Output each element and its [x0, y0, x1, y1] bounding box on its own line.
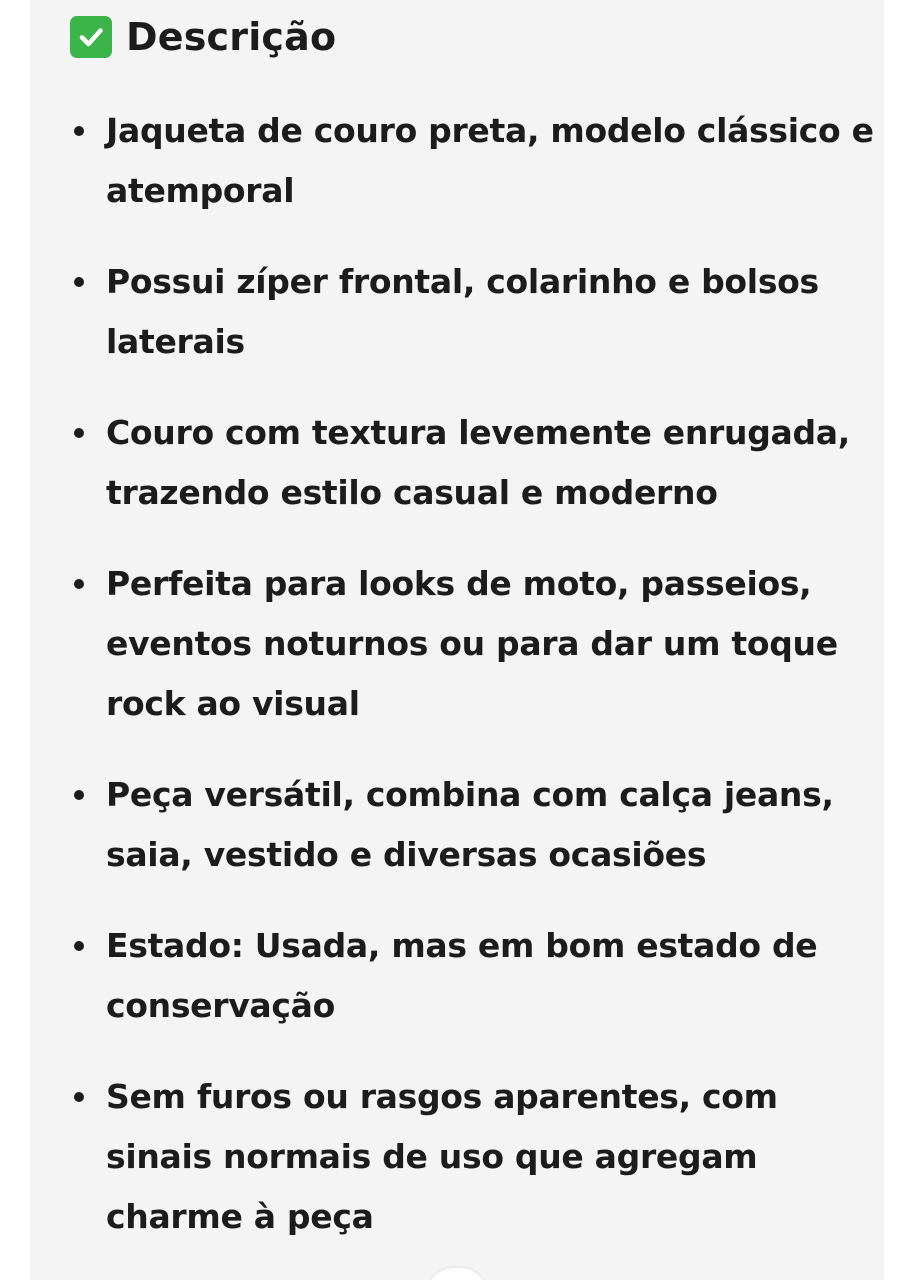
list-item: [68, 403, 888, 523]
list-item: [68, 765, 888, 885]
right-edge: [884, 0, 914, 1280]
list-item-text: Sem furos ou rasgos aparentes, com sinais normais de uso que agregam charme à peça: [106, 1077, 778, 1236]
list-item-text: Perfeita para looks de moto, passeios, eventos noturnos ou para dar um toque rock ao visual: [106, 564, 838, 723]
bullet-icon: [74, 428, 84, 438]
left-edge: [0, 0, 30, 1280]
description-panel: [30, 0, 884, 1280]
bullet-icon: [74, 579, 84, 589]
bullet-icon: [74, 790, 84, 800]
check-mark-button-icon: [70, 16, 112, 58]
list-item: [68, 916, 888, 1036]
bullet-icon: [74, 277, 84, 287]
list-item-text: Jaqueta de couro preta, modelo clássico e atemporal: [106, 111, 874, 210]
list-item: [68, 101, 888, 221]
description-list: [68, 101, 888, 1278]
bullet-icon: [74, 1092, 84, 1102]
list-item: [68, 554, 888, 734]
list-item: [68, 252, 888, 372]
list-item-text: Couro com textura levemente enrugada, trazendo estilo casual e moderno: [106, 413, 851, 512]
list-item-text: Peça versátil, combina com calça jeans, saia, vestido e diversas ocasiões: [106, 775, 834, 874]
list-item-text: Possui zíper frontal, colarinho e bolsos laterais: [106, 262, 819, 361]
bullet-icon: [74, 126, 84, 136]
bullet-icon: [74, 941, 84, 951]
list-item-text: Estado: Usada, mas em bom estado de conservação: [106, 926, 818, 1025]
list-item: [68, 1067, 888, 1247]
section-heading: [70, 10, 336, 64]
section-heading-text: Descrição: [126, 15, 337, 59]
